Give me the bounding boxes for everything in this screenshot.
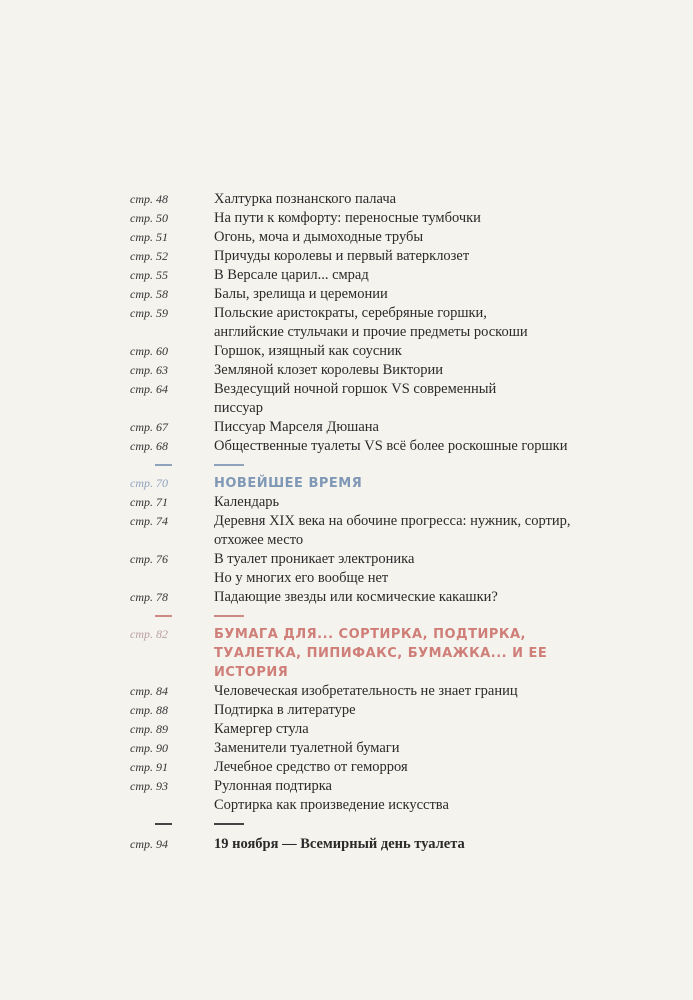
entry-title: Причуды королевы и первый ватерклозет: [214, 248, 470, 264]
toc-entry: [0, 550, 693, 569]
page-number: стр. 88: [130, 703, 168, 717]
entry-title: Лечебное средство от геморроя: [214, 759, 408, 775]
toc-entry: [0, 380, 693, 418]
toc-entry: [0, 758, 693, 777]
toc-entry: [0, 190, 693, 209]
page-number: стр. 91: [130, 760, 168, 774]
page-number: стр. 94: [130, 837, 168, 851]
table-of-contents: [0, 190, 693, 854]
page-number: стр. 82: [130, 627, 168, 641]
entry-title: Рулонная подтирка: [214, 778, 332, 794]
toc-entry: [0, 493, 693, 512]
page-number: стр. 55: [130, 268, 168, 282]
entry-title: Камергер стула: [214, 721, 309, 737]
page-number: стр. 52: [130, 249, 168, 263]
page-number: стр. 76: [130, 552, 168, 566]
toc-entry: [0, 796, 693, 815]
page-number: стр. 70: [130, 476, 168, 490]
entry-title: Огонь, моча и дымоходные трубы: [214, 229, 424, 245]
toc-entry: [0, 701, 693, 720]
section-divider: [0, 815, 693, 835]
toc-entry: [0, 304, 693, 342]
entry-title: Заменители туалетной бумаги: [214, 740, 400, 756]
page-number: стр. 78: [130, 590, 168, 604]
page-number: стр. 60: [130, 344, 168, 358]
page-number: стр. 58: [130, 287, 168, 301]
toc-entry: [0, 418, 693, 437]
page-number: стр. 48: [130, 192, 168, 206]
toc-entry: [0, 247, 693, 266]
page-number: стр. 90: [130, 741, 168, 755]
page-number: стр. 74: [130, 514, 168, 528]
entry-title: Халтурка познанского палача: [214, 191, 397, 207]
toc-entry: [0, 682, 693, 701]
page-number: стр. 89: [130, 722, 168, 736]
page-number: стр. 67: [130, 420, 168, 434]
entry-title: Деревня XIX века на обочине прогресса: нужник, сортир, отхожее место: [214, 513, 571, 548]
entry-title: Вездесущий ночной горшок VS современный писсуар: [214, 381, 497, 416]
toc-entry: [0, 266, 693, 285]
section-title: НОВЕЙШЕЕ ВРЕМЯ: [214, 476, 363, 491]
page-number: стр. 71: [130, 495, 168, 509]
toc-entry: [0, 569, 693, 588]
entry-title: Человеческая изобретательность не знает границ: [214, 683, 518, 699]
entry-title: В туалет проникает электроника: [214, 551, 415, 567]
toc-entry: [0, 777, 693, 796]
toc-entry-final: [0, 835, 693, 854]
entry-title: На пути к комфорту: переносные тумбочки: [214, 210, 481, 226]
toc-entry: [0, 588, 693, 607]
entry-title: Падающие звезды или космические какашки?: [214, 589, 498, 605]
entry-title: Балы, зрелища и церемонии: [214, 286, 388, 302]
toc-entry: [0, 437, 693, 456]
toc-entry: [0, 361, 693, 380]
entry-title: 19 ноября — Всемирный день туалета: [214, 836, 465, 852]
entry-title: Польские аристократы, серебряные горшки, английские стульчаки и прочие предметы роскоши: [214, 305, 528, 340]
entry-title: Горшок, изящный как соусник: [214, 343, 402, 359]
section-divider: [0, 456, 693, 474]
page-number: стр. 59: [130, 306, 168, 320]
section-heading: [0, 625, 693, 682]
page-number: стр. 50: [130, 211, 168, 225]
entry-title: Писсуар Марселя Дюшана: [214, 419, 379, 435]
section-divider: [0, 607, 693, 625]
page-number: стр. 64: [130, 382, 168, 396]
entry-title: Календарь: [214, 494, 280, 510]
entry-title: Но у многих его вообще нет: [214, 570, 389, 586]
toc-entry: [0, 512, 693, 550]
entry-title: Общественные туалеты VS всё более роскошные горшки: [214, 438, 568, 454]
toc-entry: [0, 739, 693, 758]
toc-entry: [0, 228, 693, 247]
page-number: стр. 68: [130, 439, 168, 453]
entry-title: Земляной клозет королевы Виктории: [214, 362, 444, 378]
toc-entry: [0, 285, 693, 304]
page-number: стр. 84: [130, 684, 168, 698]
toc-entry: [0, 720, 693, 739]
section-title: БУМАГА ДЛЯ... СОРТИРКА, ПОДТИРКА, ТУАЛЕТКА, ПИПИФАКС, БУМАЖКА... И ЕЕ ИСТОРИЯ: [214, 627, 548, 680]
entry-title: Сортирка как произведение искусства: [214, 797, 449, 813]
entry-title: Подтирка в литературе: [214, 702, 356, 718]
page-number: стр. 63: [130, 363, 168, 377]
page-number: стр. 51: [130, 230, 168, 244]
section-heading: [0, 474, 693, 493]
toc-entry: [0, 342, 693, 361]
toc-entry: [0, 209, 693, 228]
entry-title: В Версале царил... смрад: [214, 267, 369, 283]
page-number: стр. 93: [130, 779, 168, 793]
